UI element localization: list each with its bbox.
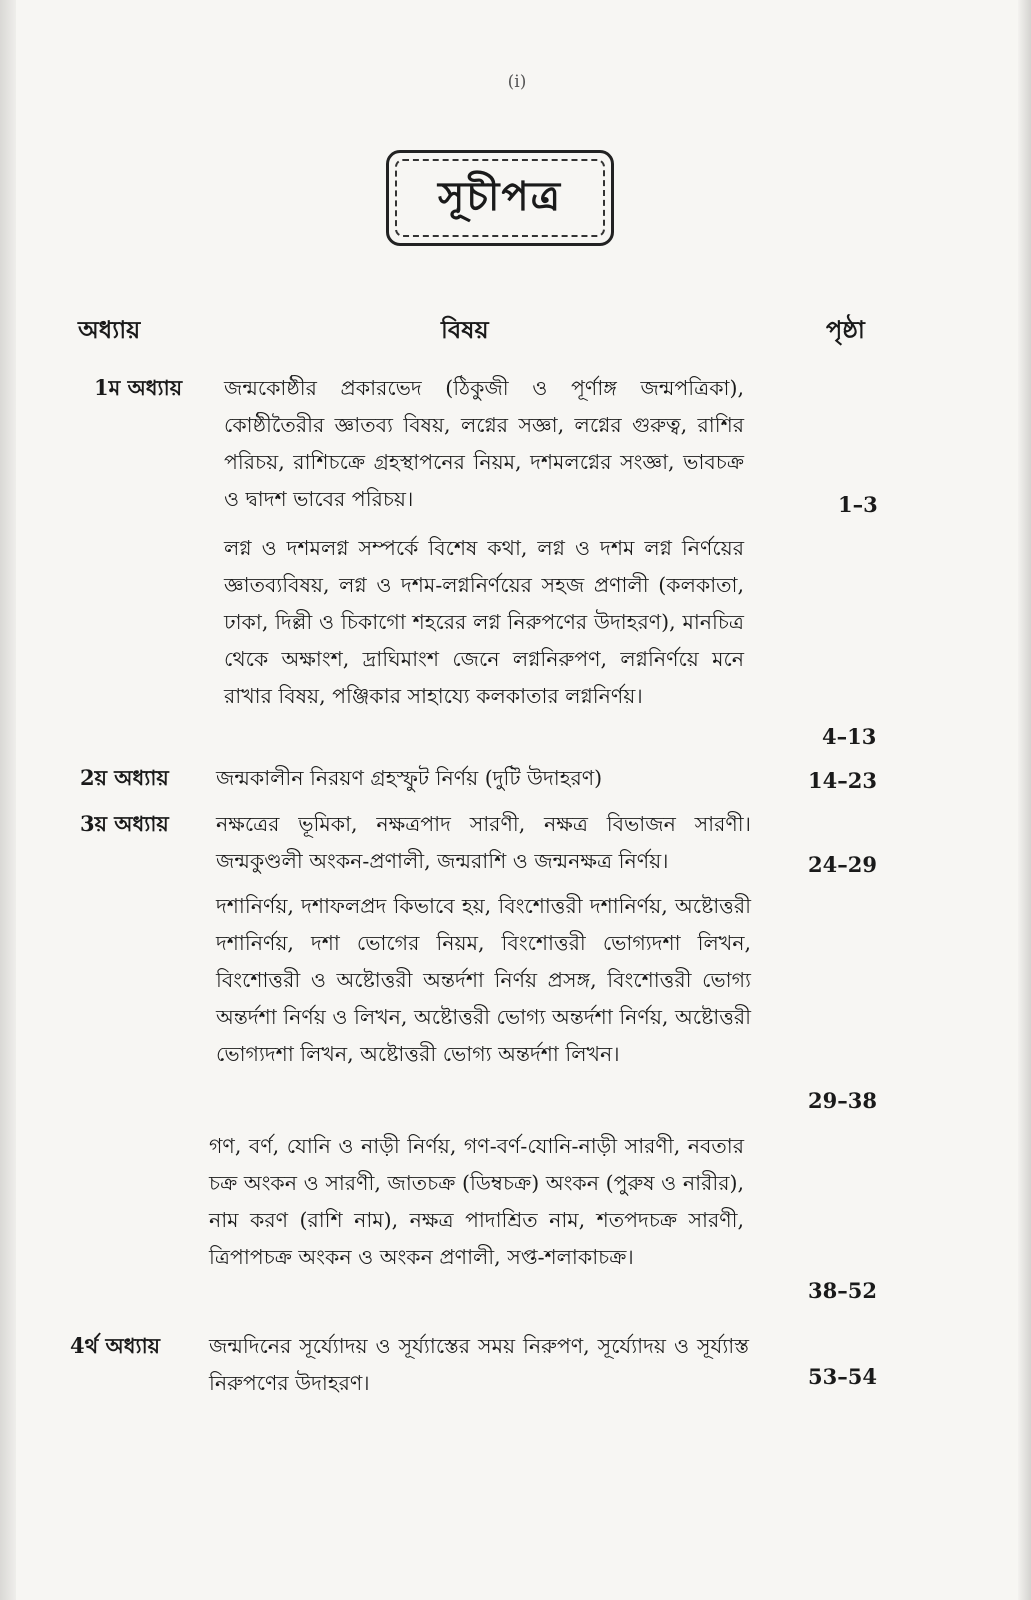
page-number: (i) (507, 72, 527, 92)
toc-pages: 4–13 (822, 724, 877, 749)
toc-chapter: 1ম অধ্যায় (94, 375, 183, 400)
toc-topic: দশানির্ণয়, দশাফলপ্রদ কিভাবে হয়, বিংশোত্তরী দশানির্ণয়, অষ্টোত্তরী দশানির্ণয়, দশা ভোগের নিয়ম, বিংশোত্তরী ভোগ্যদশা লিখন, বিংশোত্তরী ও অষ্টোত্তরী অন্তর্দশা নির্ণয় প্রসঙ্গ, বিংশোত্তরী ভোগ্য অন্তর্দশা নির্ণয় ও লিখন, অষ্টোত্তরী ভোগ্য অন্তর্দশা নির্ণয়, অষ্টোত্তরী ভোগ্যদশা লিখন, অষ্টোত্তরী ভোগ্য অন্তর্দশা লিখন। (216, 894, 751, 1066)
toc-topic: জন্মকালীন নিরয়ণ গ্রহস্ফুট নির্ণয় (দুটি উদাহরণ) (216, 766, 603, 790)
book-page (16, 0, 1018, 1600)
toc-pages: 53–54 (808, 1364, 877, 1389)
title-frame (386, 150, 614, 246)
toc-topic: জন্মদিনের সূর্য্যোদয় ও সূর্য্যাস্তের সময় নিরুপণ, সূর্য্যোদয় ও সূর্য্যাস্ত নিরুপণের উদাহরণ। (209, 1334, 749, 1395)
header-page: পৃষ্ঠা (826, 315, 865, 344)
toc-pages: 29–38 (808, 1088, 877, 1113)
toc-chapter: 3য় অধ্যায় (80, 811, 169, 836)
header-topic: বিষয় (441, 315, 489, 344)
toc-topic: লগ্ন ও দশমলগ্ন সম্পর্কে বিশেষ কথা, লগ্ন ও দশম লগ্ন নির্ণয়ের জ্ঞাতব্যবিষয়, লগ্ন ও দশম-লগ্ননির্ণয়ের সহজ প্রণালী (কলকাতা, ঢাকা, দিল্লী ও চিকাগো শহরের লগ্ন নিরুপণের উদাহরণ), মানচিত্র থেকে অক্ষাংশ, দ্রাঘিমাংশ জেনে লগ্ননিরুপণ, লগ্ননির্ণয়ে মনে রাখার বিষয়, পঞ্জিকার সাহায্যে কলকাতার লগ্ননির্ণয়। (224, 536, 744, 708)
toc-pages: 38–52 (808, 1278, 877, 1303)
toc-pages: 1–3 (838, 492, 878, 517)
toc-chapter: 2য় অধ্যায় (80, 765, 169, 790)
toc-pages: 24–29 (808, 852, 877, 877)
toc-topic: গণ, বর্ণ, যোনি ও নাড়ী নির্ণয়, গণ-বর্ণ-যোনি-নাড়ী সারণী, নবতার চক্র অংকন ও সারণী, জাতচক্র (ডিম্বচক্র) অংকন (পুরুষ ও নারীর), নাম করণ (রাশি নাম), নক্ষত্র পাদাশ্রিত নাম, শতপদচক্র সারণী, ত্রিপাপচক্র অংকন ও অংকন প্রণালী, সপ্ত-শলাকাচক্র। (209, 1134, 744, 1269)
toc-chapter: 4র্থ অধ্যায় (70, 1333, 161, 1358)
header-chapter: অধ্যায় (78, 315, 141, 344)
page-title: সূচীপত্র (395, 159, 605, 237)
toc-topic: জন্মকোষ্ঠীর প্রকারভেদ (ঠিকুজী ও পূর্ণাঙ্গ জন্মপত্রিকা), কোষ্ঠীতৈরীর জ্ঞাতব্য বিষয়, লগ্নের সজ্ঞা, লগ্নের গুরুত্ব, রাশির পরিচয়, রাশিচক্রে গ্রহস্থাপনের নিয়ম, দশমলগ্নের সংজ্ঞা, ভাবচক্র ও দ্বাদশ ভাবের পরিচয়। (224, 376, 744, 511)
page-left-edge (0, 0, 16, 1600)
page-right-edge (1018, 0, 1031, 1600)
toc-pages: 14–23 (808, 768, 877, 793)
toc-topic: নক্ষত্রের ভূমিকা, নক্ষত্রপাদ সারণী, নক্ষত্র বিভাজন সারণী। জন্মকুণ্ডলী অংকন-প্রণালী, জন্মরাশি ও জন্মনক্ষত্র নির্ণয়। (216, 812, 751, 873)
